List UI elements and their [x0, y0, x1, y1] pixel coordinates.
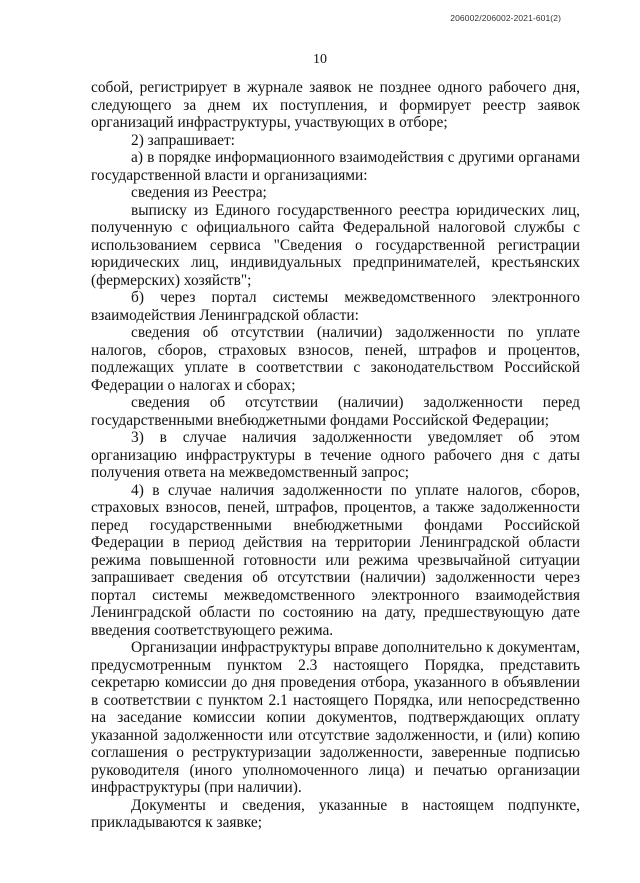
paragraph-registry-info: сведения из Реестра;: [131, 184, 267, 201]
document-code: 206002/206002-2021-601(2): [450, 13, 561, 23]
page-number: 10: [313, 52, 327, 67]
paragraph-egrul-extract: выписку из Единого государственного реестра юридических лиц, полученную с официального сайта Федеральной налоговой службы с использованием сервиса "Сведения о государственной регистрации юридических лиц, индивидуальных предпринимателей, крестьянских (фермерских) хозяйств";: [91, 201, 580, 289]
paragraph-item-4: 4) в случае наличия задолженности по уплате налогов, сборов, страховых взносов, пеней, штрафов, процентов, а также задолженности перед государственными внебюджетными фондами Российской Федерации в период действия на территории Ленинградской области режима повышенной готовности или режима чрезвычайной ситуации запрашивает сведения об отсутствии (наличии) задолженности через портал системы межведомственного электронного взаимодействия Ленинградской области по состоянию на дату, предшествующую дате введения соответствующего режима.: [91, 481, 580, 639]
document-body: [91, 79, 580, 832]
paragraph-item-2b: б) через портал системы межведомственного электронного взаимодействия Ленинградской области:: [91, 289, 580, 324]
paragraph-fund-debt-info: сведения об отсутствии (наличии) задолженности перед государственными внебюджетными фондами Российской Федерации;: [91, 394, 580, 429]
paragraph-additional-documents: Организации инфраструктуры вправе дополнительно к документам, предусмотренным пунктом 2.3 настоящего Порядка, представить секретарю комиссии до дня проведения отбора, указанного в объявлении в соответствии с пунктом 2.1 настоящего Порядка, или непосредственно на заседание комиссии копии документов, подтверждающих оплату указанной задолженности или отсутствие задолженности, и (или) копию соглашения о реструктуризации задолженности, заверенные подписью руководителя (иного уполномоченного лица) и печатью организации инфраструктуры (при наличии).: [91, 639, 580, 796]
paragraph-item-2a: а) в порядке информационного взаимодействия с другими органами государственной власти и организациями:: [91, 149, 580, 184]
paragraph-attachments: Документы и сведения, указанные в настоящем подпункте, прикладываются к заявке;: [91, 796, 580, 831]
paragraph-continuation: собой, регистрирует в журнале заявок не позднее одного рабочего дня, следующего за днем их поступления, и формирует реестр заявок организаций инфраструктуры, участвующих в отборе;: [91, 79, 580, 131]
paragraph-item-2: 2) запрашивает:: [131, 131, 235, 149]
paragraph-tax-debt-info: сведения об отсутствии (наличии) задолженности по уплате налогов, сборов, страховых взносов, пеней, штрафов и процентов, подлежащих уплате в соответствии с законодательством Российской Федерации о налогах и сборах;: [91, 324, 580, 394]
paragraph-item-3: 3) в случае наличия задолженности уведомляет об этом организацию инфраструктуры в течение одного рабочего дня с даты получения ответа на межведомственный запрос;: [91, 429, 580, 481]
